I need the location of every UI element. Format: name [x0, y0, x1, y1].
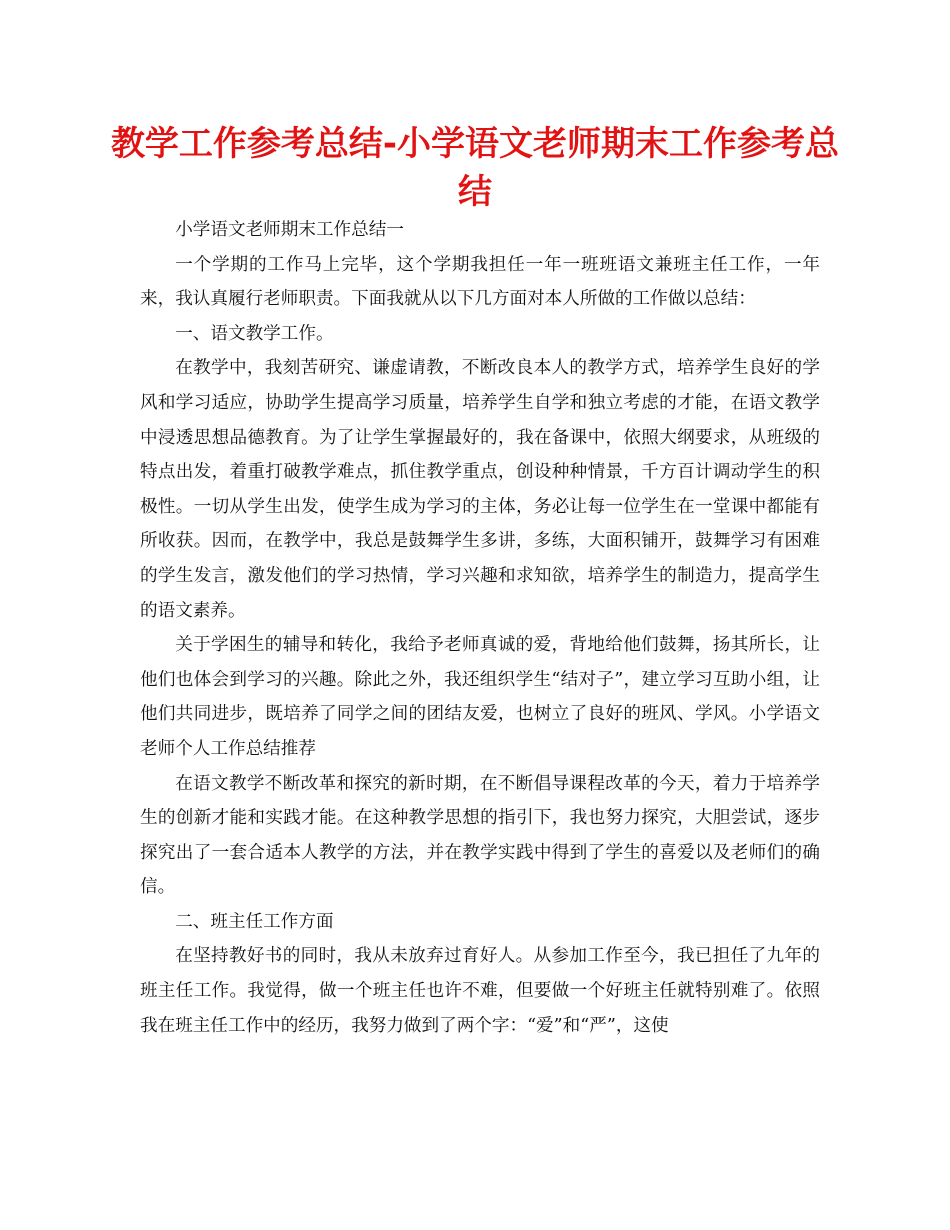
- paragraph: 在语文教学不断改革和探究的新时期，在不断倡导课程改革的今天，着力于培养学生的创新才能和实践才能。在这种教学思想的指引下，我也努力探究，大胆尝试，逐步探究出了一套合适本人教学的方法，并在教学实践中得到了学生的喜爱以及老师们的确信。: [140, 773, 820, 898]
- paragraph: 一个学期的工作马上完毕，这个学期我担任一年一班班语文兼班主任工作，一年来，我认真履行老师职责。下面我就从以下几方面对本人所做的工作做以总结：: [140, 254, 820, 310]
- paragraph: 关于学困生的辅导和转化，我给予老师真诚的爱，背地给他们鼓舞，扬其所长，让他们也体会到学习的兴趣。除此之外，我还组织学生“结对子”，建立学习互助小组，让他们共同进步，既培养了同学之间的团结友爱，也树立了良好的班风、学风。小学语文老师个人工作总结推荐: [140, 635, 820, 759]
- paragraph: 在教学中，我刻苦研究、谦虚请教，不断改良本人的教学方式，培养学生良好的学风和学习适应，协助学生提高学习质量，培养学生自学和独立考虑的才能，在语文教学中浸透思想品德教育。为了让学生掌握最好的，我在备课中，依照大纲要求，从班级的特点出发，着重打破教学难点，抓住教学重点，创设种种情景，千方百计调动学生的积极性。一切从学生出发，使学生成为学习的主体，务必让每一位学生在一堂课中都能有所收获。因而，在教学中，我总是鼓舞学生多讲，多练，大面积铺开，鼓舞学习有困难的学生发言，激发他们的学习热情，学习兴趣和求知欲，培养学生的制造力，提高学生的语文素养。: [140, 358, 820, 621]
- section-heading: 一、语文教学工作。: [175, 323, 334, 344]
- section-heading: 二、班主任工作方面: [175, 911, 334, 932]
- paragraph: 在坚持教好书的同时，我从未放弃过育好人。从参加工作至今，我已担任了九年的班主任工作。我觉得，做一个班主任也许不难，但要做一个好班主任就特别难了。依照我在班主任工作中的经历，我努力做到了两个字：“爱”和“严”，这使: [140, 946, 820, 1036]
- section-heading: 小学语文老师期末工作总结一: [175, 220, 404, 240]
- document-title: 教学工作参考总结-小学语文老师期末工作参考总结: [110, 124, 840, 212]
- document-body: [140, 213, 820, 1043]
